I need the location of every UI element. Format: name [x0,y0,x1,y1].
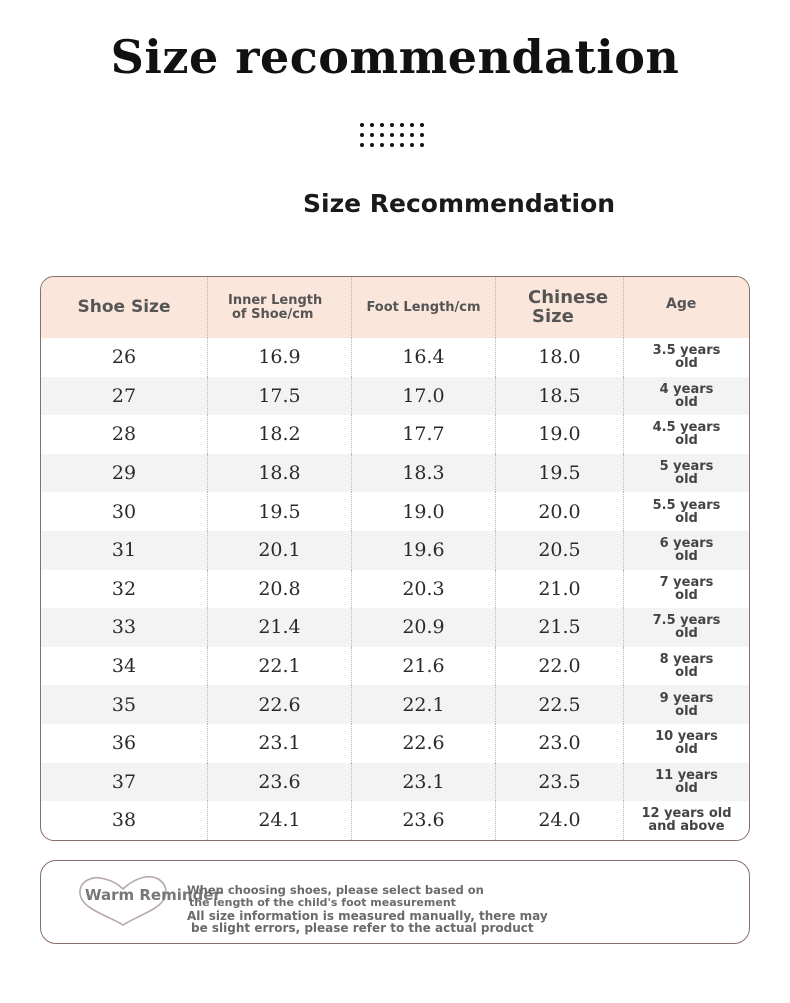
cell-age-line-1: 5 years [659,459,714,475]
table-row [41,570,749,609]
cell-age-line-1: 4.5 years [652,420,721,436]
cell-inner-length: 23.1 [208,724,352,763]
table-row [41,531,749,570]
cell-shoe-size: 35 [41,685,208,724]
cell-shoe-size: 32 [41,570,208,609]
cell-shoe-size: 29 [41,454,208,493]
cell-age [624,531,749,570]
cell-chinese-size: 18.0 [496,338,624,377]
header-inner-length-line-2: of Shoe/cm [232,306,314,322]
cell-chinese-size: 22.0 [496,647,624,686]
cell-shoe-size: 37 [41,763,208,802]
reminder-line-4: be slight errors, please refer to the actual product [191,920,534,935]
cell-age-line-2: old [675,742,698,758]
cell-inner-length: 16.9 [208,338,352,377]
cell-age [624,685,749,724]
reminder-line-2: the length of the child's foot measurement [189,895,456,909]
cell-age-line-2: old [675,626,698,642]
cell-chinese-size: 21.5 [496,608,624,647]
cell-shoe-size: 30 [41,492,208,531]
cell-inner-length: 24.1 [208,801,352,840]
cell-age-line-2: old [675,587,698,603]
table-row [41,647,749,686]
cell-chinese-size: 21.0 [496,570,624,609]
cell-age-line-2: old [675,780,698,796]
cell-age [624,647,749,686]
cell-age-line-1: 5.5 years [652,497,721,513]
table-row [41,608,749,647]
warm-reminder-title: Warm Reminder [85,886,221,904]
table-body [41,338,749,840]
cell-age-line-1: 7.5 years [652,613,721,629]
cell-age-line-1: 3.5 years [652,343,721,359]
cell-age-line-1: 11 years [655,767,718,783]
cell-foot-length: 18.3 [352,454,496,493]
header-inner-length-line-1: Inner Length [228,292,323,308]
cell-age [624,454,749,493]
cell-shoe-size: 28 [41,415,208,454]
cell-inner-length: 18.8 [208,454,352,493]
cell-age [624,415,749,454]
cell-age [624,801,749,840]
page-title: Size recommendation [110,30,680,84]
cell-age [624,724,749,763]
table-row [41,492,749,531]
table-row [41,415,749,454]
cell-shoe-size: 34 [41,647,208,686]
cell-inner-length: 20.1 [208,531,352,570]
dots-divider-icon [360,123,430,153]
cell-shoe-size: 31 [41,531,208,570]
cell-shoe-size: 27 [41,377,208,416]
table-row [41,763,749,802]
cell-inner-length: 22.6 [208,685,352,724]
cell-age-line-1: 8 years [659,652,714,668]
cell-shoe-size: 38 [41,801,208,840]
cell-foot-length: 21.6 [352,647,496,686]
cell-inner-length: 21.4 [208,608,352,647]
reminder-line-1: When choosing shoes, please select based on [187,883,484,897]
cell-age-line-1: 9 years [659,690,714,706]
cell-foot-length: 17.0 [352,377,496,416]
cell-foot-length: 22.6 [352,724,496,763]
cell-chinese-size: 20.5 [496,531,624,570]
cell-inner-length: 18.2 [208,415,352,454]
cell-age-line-2: old [675,549,698,565]
cell-age-line-1: 4 years [659,381,714,397]
cell-age [624,377,749,416]
cell-age-line-2: old [675,510,698,526]
header-chinese-size-line-1: Chinese [528,286,609,308]
table-row [41,685,749,724]
header-chinese-size-line-2: Size [532,305,574,327]
cell-inner-length: 22.1 [208,647,352,686]
table-row [41,338,749,377]
cell-shoe-size: 36 [41,724,208,763]
warm-reminder-box [40,860,750,944]
cell-age [624,763,749,802]
header-foot-length: Foot Length/cm [352,277,496,338]
cell-chinese-size: 22.5 [496,685,624,724]
cell-age [624,608,749,647]
cell-foot-length: 17.7 [352,415,496,454]
cell-age-line-2: old [675,433,698,449]
cell-chinese-size: 20.0 [496,492,624,531]
cell-age-line-1: 6 years [659,536,714,552]
table-row [41,724,749,763]
cell-age-line-1: 12 years old [641,806,732,822]
cell-foot-length: 16.4 [352,338,496,377]
cell-age-line-1: 7 years [659,574,714,590]
cell-chinese-size: 19.0 [496,415,624,454]
cell-chinese-size: 19.5 [496,454,624,493]
cell-chinese-size: 23.5 [496,763,624,802]
cell-chinese-size: 23.0 [496,724,624,763]
section-subtitle: Size Recommendation [303,189,616,218]
cell-age-line-1: 10 years [655,729,718,745]
cell-age-line-2: old [675,472,698,488]
cell-age-line-2: and above [648,819,725,835]
header-shoe-size: Shoe Size [41,277,208,338]
cell-age-line-2: old [675,665,698,681]
cell-foot-length: 23.1 [352,763,496,802]
cell-foot-length: 19.6 [352,531,496,570]
cell-inner-length: 19.5 [208,492,352,531]
reminder-line-3: All size information is measured manually, there may [187,908,548,923]
cell-age [624,492,749,531]
cell-age-line-2: old [675,356,698,372]
header-chinese-size [496,277,624,338]
cell-inner-length: 17.5 [208,377,352,416]
cell-shoe-size: 26 [41,338,208,377]
cell-age-line-2: old [675,703,698,719]
cell-foot-length: 20.3 [352,570,496,609]
size-table [40,276,750,841]
cell-age [624,570,749,609]
cell-shoe-size: 33 [41,608,208,647]
cell-foot-length: 23.6 [352,801,496,840]
table-row [41,377,749,416]
header-age: Age [666,296,697,312]
cell-age-line-2: old [675,394,698,410]
cell-foot-length: 20.9 [352,608,496,647]
cell-foot-length: 22.1 [352,685,496,724]
cell-age [624,338,749,377]
warm-reminder-text [187,885,548,934]
table-row [41,454,749,493]
cell-foot-length: 19.0 [352,492,496,531]
header-inner-length [208,277,352,338]
cell-inner-length: 23.6 [208,763,352,802]
cell-inner-length: 20.8 [208,570,352,609]
table-row [41,801,749,840]
table-header-row [41,277,749,338]
cell-chinese-size: 18.5 [496,377,624,416]
cell-chinese-size: 24.0 [496,801,624,840]
